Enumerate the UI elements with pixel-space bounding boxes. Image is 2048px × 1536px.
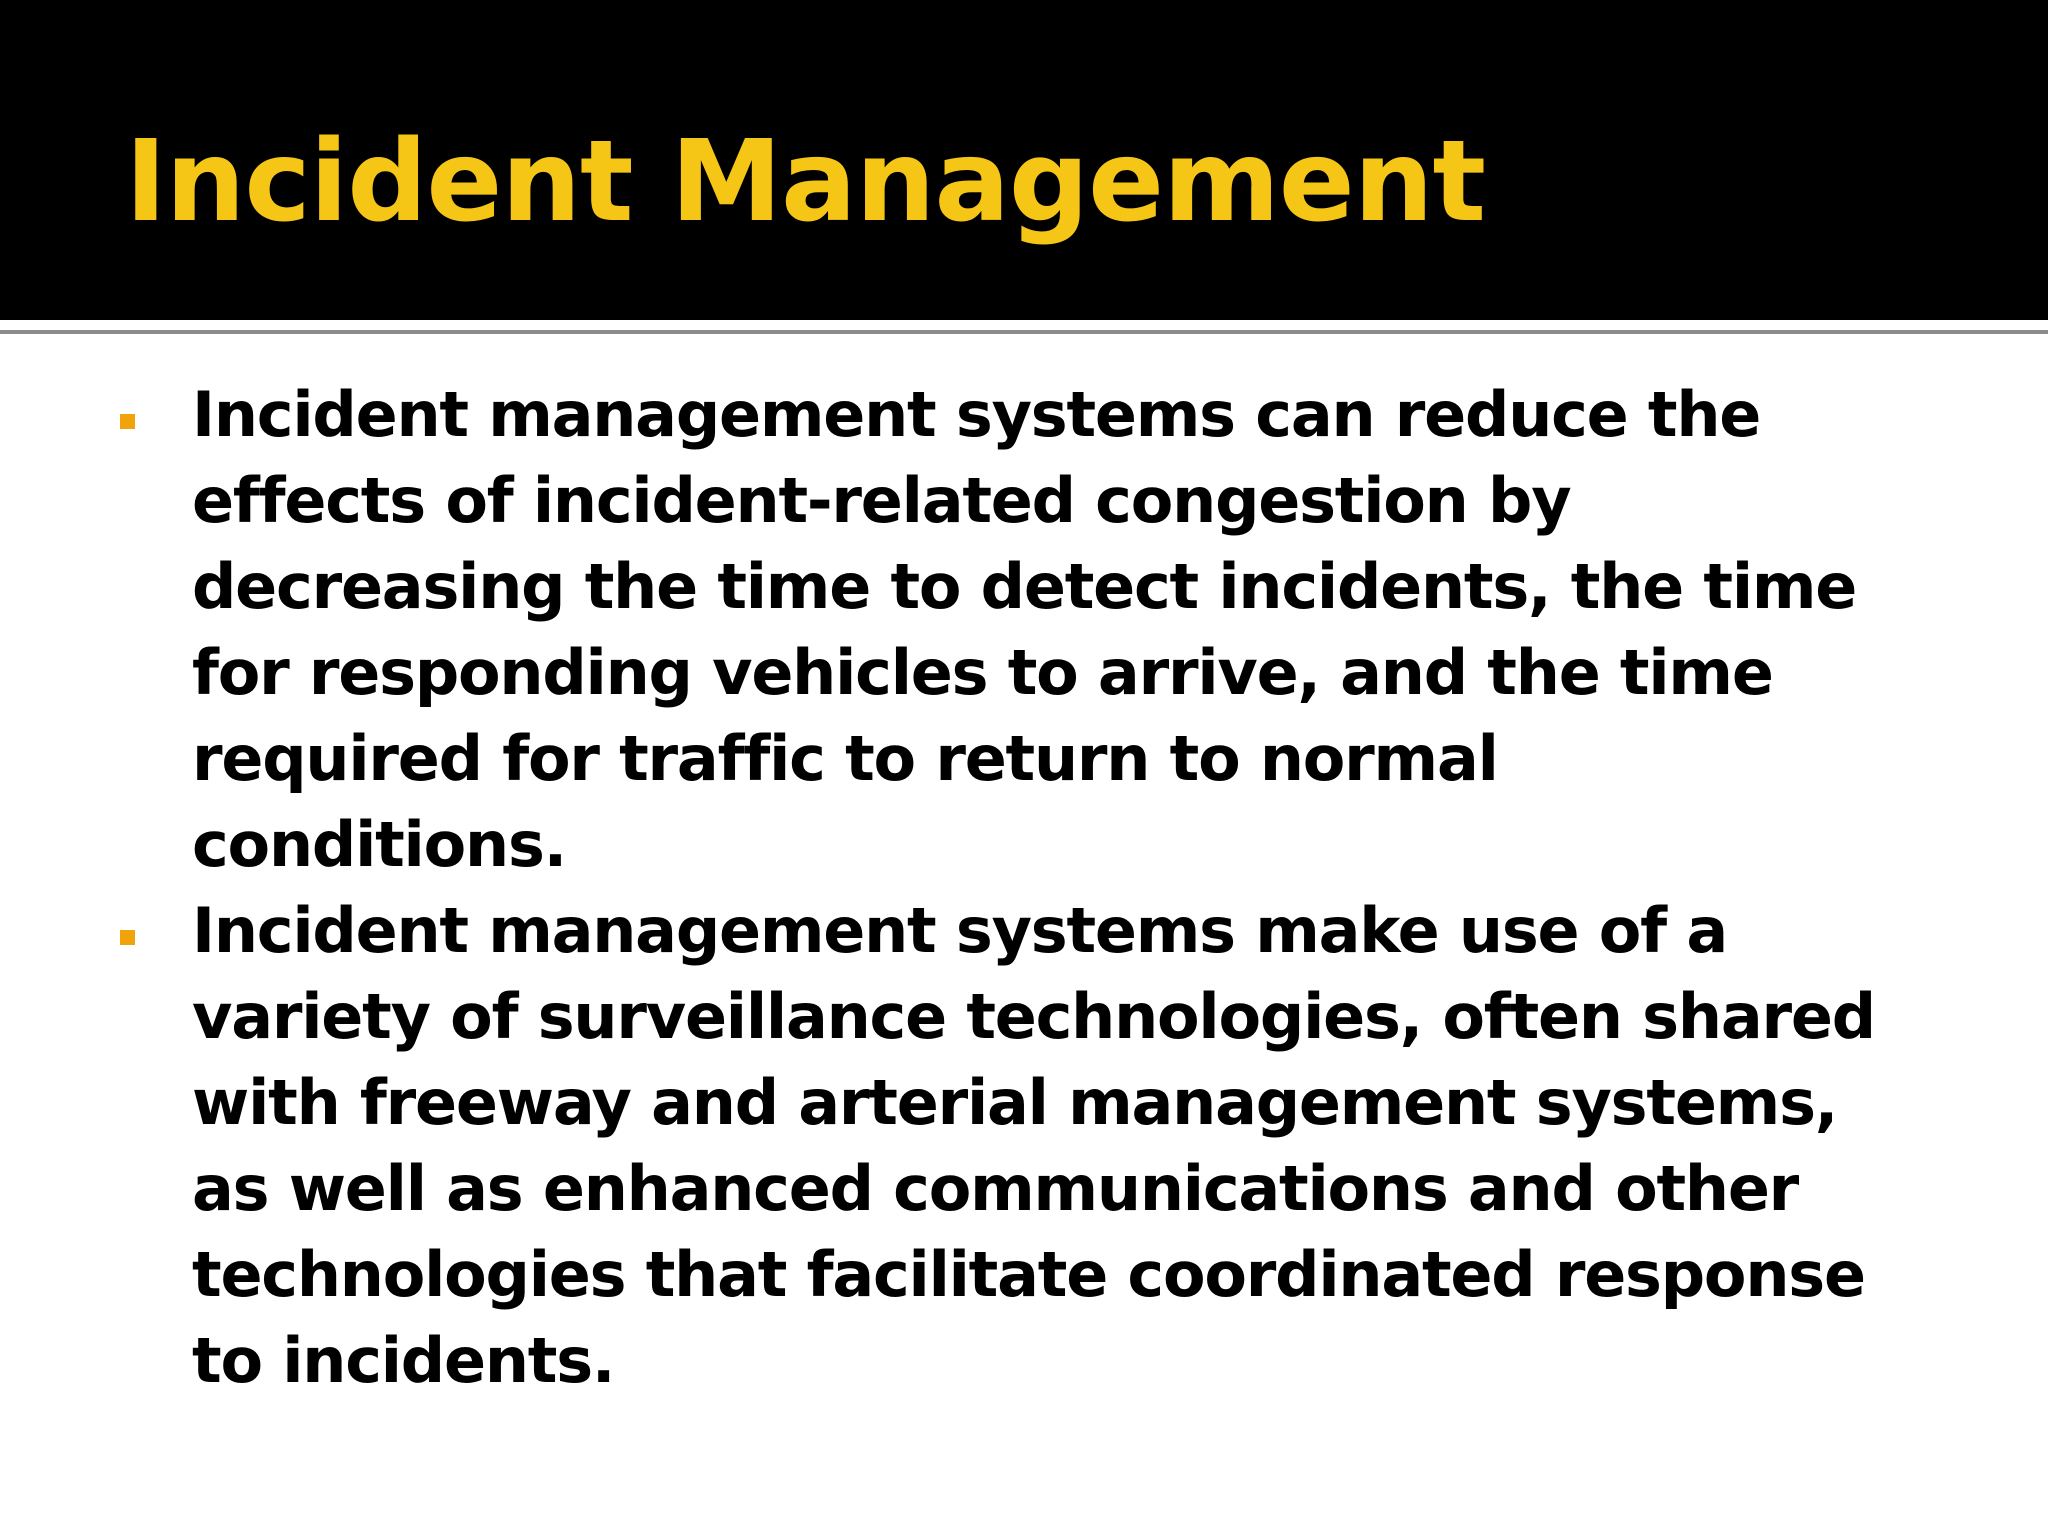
bullet-line: Incident management systems can reduce the xyxy=(192,378,1761,451)
bullet-line: with freeway and arterial management systems, xyxy=(192,1066,1838,1139)
bullet-text xyxy=(192,372,1892,888)
bullet-line: effects of incident-related congestion by xyxy=(192,464,1571,537)
bullet-line: Incident management systems make use of a xyxy=(192,894,1727,967)
bullet-line: to incidents. xyxy=(192,1324,615,1397)
bullet-list xyxy=(0,372,2048,1404)
slide-title: Incident Management xyxy=(125,117,1485,247)
bullet-item xyxy=(0,888,2048,1404)
bullet-line: for responding vehicles to arrive, and the time xyxy=(192,636,1773,709)
bullet-line: as well as enhanced communications and other xyxy=(192,1152,1799,1225)
bullet-line: required for traffic to return to normal xyxy=(192,722,1498,795)
title-divider xyxy=(0,330,2048,334)
bullet-line: variety of surveillance technologies, often shared xyxy=(192,980,1875,1053)
bullet-item xyxy=(0,372,2048,888)
square-bullet-icon xyxy=(120,930,135,945)
square-bullet-icon xyxy=(120,414,135,429)
bullet-text xyxy=(192,888,1892,1404)
title-bar xyxy=(0,0,2048,320)
bullet-line: decreasing the time to detect incidents, the time xyxy=(192,550,1857,623)
bullet-line: conditions. xyxy=(192,808,566,881)
bullet-line: technologies that facilitate coordinated response xyxy=(192,1238,1865,1311)
